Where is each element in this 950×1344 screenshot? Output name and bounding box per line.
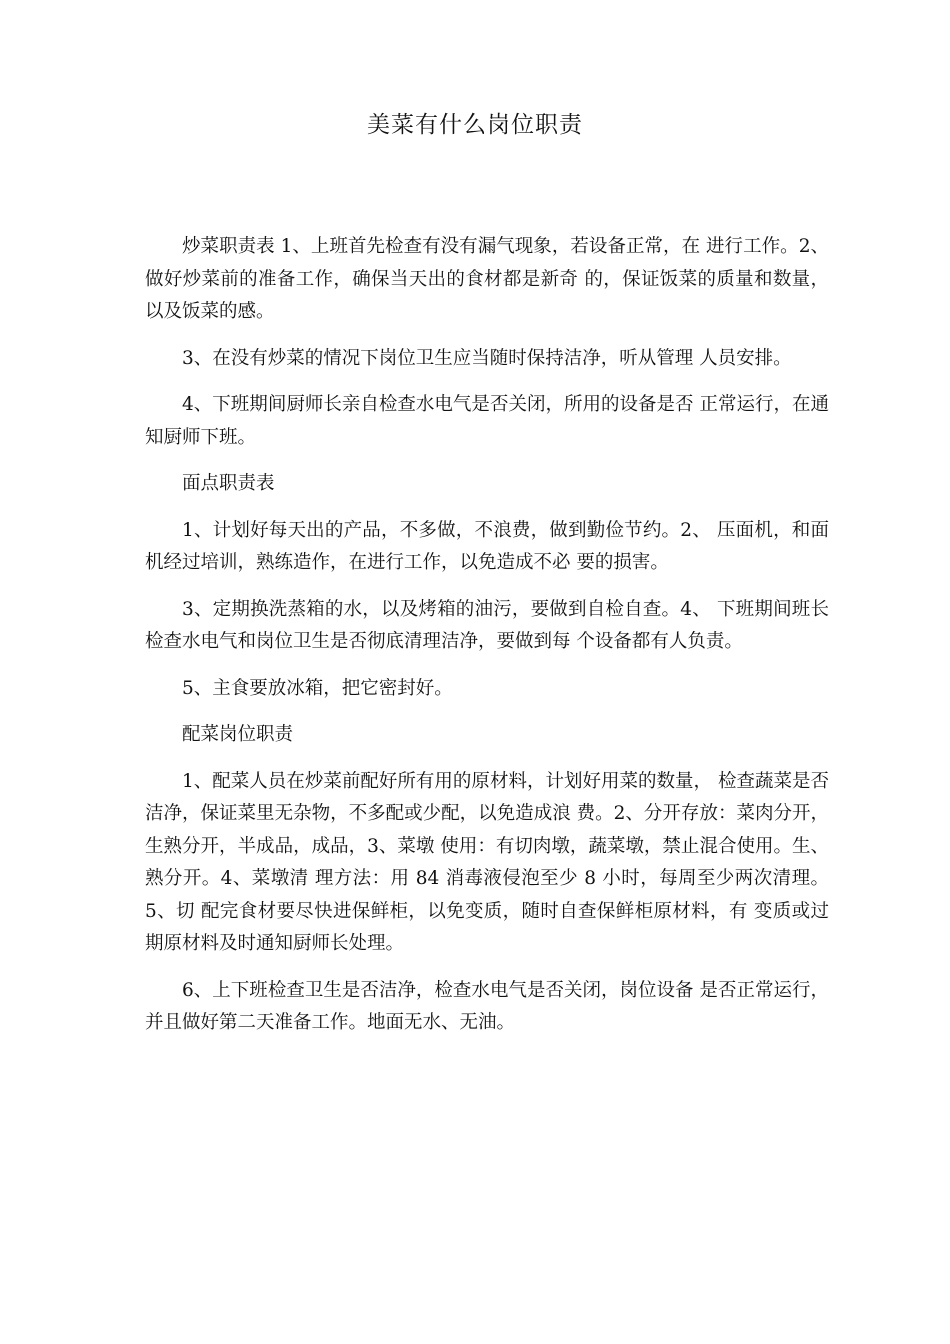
paragraph-pastry-duties-1: 1、计划好每天出的产品，不多做，不浪费，做到勤俭节约。2、 压面机，和面机经过培训，熟练造作，在进行工作，以免造成不必 要的损害。 bbox=[145, 519, 829, 573]
paragraph-prep-duties-2: 6、上下班检查卫生是否洁净，检查水电气是否关闭，岗位设备 是否正常运行，并且做好第二天准备工作。地面无水、无油。 bbox=[145, 979, 829, 1033]
section-heading-prep: 配菜岗位职责 bbox=[182, 724, 294, 745]
paragraph-prep-duties-1: 1、配菜人员在炒菜前配好所有用的原材料，计划好用菜的数量， 检查蔬菜是否洁净，保证菜里无杂物，不多配或少配，以免造成浪 费。2、分开存放：菜肉分开，生熟分开，半成品，成品，3、菜墩 使用：有切肉墩，蔬菜墩，禁止混合使用。生、熟分开。4、菜墩清 理方法：用 84 消毒液侵泡至少 8 小时，每周至少两次清理。5、切 配完食材要尽快进保鲜柜，以免变质，随时自查保鲜柜原材料，有 变质或过期原材料及时通知厨师长处理。 bbox=[145, 770, 829, 954]
paragraph-stir-fry-duties-2: 3、在没有炒菜的情况下岗位卫生应当随时保持洁净，听从管理 人员安排。 bbox=[182, 347, 792, 369]
paragraph-stir-fry-duties-1: 炒菜职责表 1、上班首先检查有没有漏气现象，若设备正常，在 进行工作。2、做好炒菜前的准备工作，确保当天出的食材都是新奇 的，保证饭菜的质量和数量，以及饭菜的感。 bbox=[145, 236, 829, 322]
paragraph-stir-fry-duties-3: 4、下班期间厨师长亲自检查水电气是否关闭，所用的设备是否 正常运行，在通知厨师下班。 bbox=[145, 394, 829, 448]
document-title: 美菜有什么岗位职责 bbox=[367, 112, 583, 138]
section-heading-pastry: 面点职责表 bbox=[182, 473, 275, 494]
paragraph-pastry-duties-2: 3、定期换洗蒸箱的水，以及烤箱的油污，要做到自检自查。4、 下班期间班长检查水电气和岗位卫生是否彻底清理洁净，要做到每 个设备都有人负责。 bbox=[145, 598, 829, 652]
paragraph-pastry-duties-3: 5、主食要放冰箱，把它密封好。 bbox=[182, 677, 453, 699]
document-body bbox=[145, 231, 829, 1054]
